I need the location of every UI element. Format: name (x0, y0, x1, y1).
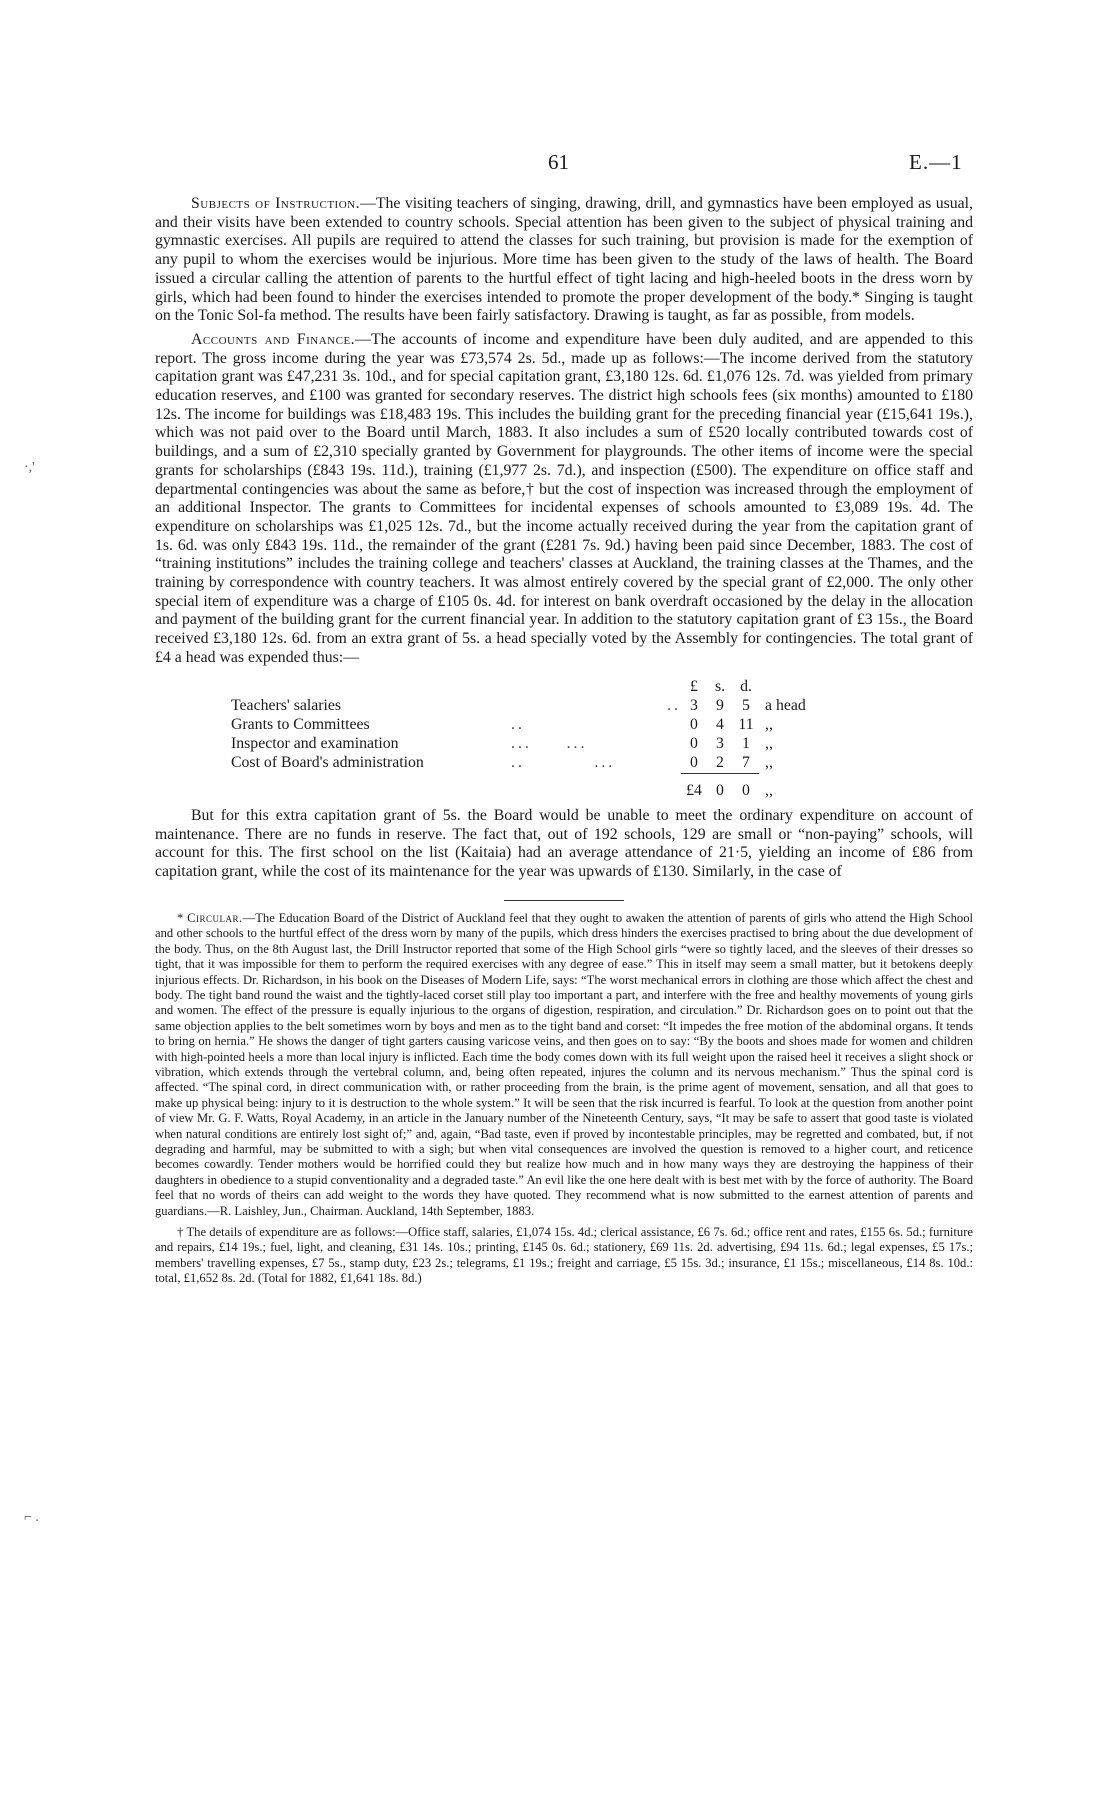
footnote-body: —The Education Board of the District of Auckland feel that they ought to awaken the attention of parents of girls who attend the High School and other schools to the hurtful effect of the dress worn by many of the pupils, which dress hinders the exercises practised to bring about the due development of the body. Thus, on the 8th August last, the Drill Instructor reported that some of the High School girls “were so tightly laced, and the sleeves of their dresses so tight, that it was impossible for them to perform the required exercises with any degree of ease.” This in itself may seem a small matter, but it betokens deeply injurious effects. Dr. Richardson, in his book on the Diseases of Modern Life, says: “The worst mechanical errors in clothing are those which affect the chest and body. The tight band round the waist and the tightly-laced corset still play too important a part, and interfere with the free and healthy movements of young girls and women. The effect of the pressure is equally injurious to the organs of digestion, respiration, and circulation.” Dr. Richardson goes on to point out that the same objection applies to the belt sometimes worn by boys and men as to the tight band and corset: “It impedes the free motion of the abdominal organs. It tends to bring on hernia.” He shows the danger of tight garters causing varicose veins, and then goes on to say: “By the boots and shoes made for women and children with high-pointed heels a more than local injury is inflicted. Each time the body comes down with its full weight upon the raised heel it receives a slight shock or vibration, which extends through the vertebral column, and, being often repeated, injures the column and its nervous mechanism.” Thus the spinal cord is affected. “The spinal cord, in direct communication with, or rather proceeding from the brain, is the prime agent of movement, sensation, and all that goes to make up physical being: injury to it is destruction to the whole system.” It will be seen that the risk incurred is fearful. To look at the question from another point of view Mr. G. F. Watts, Royal Academy, in an article in the January number of the Nineteenth Century, says, “It may be safe to assert that good taste is violated when natural conditions are entirely lost sight of;” and, again, “Bad taste, even if proved by incontestable principles, may be regretted and combated, but, if not degrading and harmful, may be submitted to with a sigh; but when vital consequences are involved the question is removed to a higher court, and reticence becomes cowardly. Tender mothers would be horrified could they but realize how much and in how many ways they are destroying the happiness of their daughters in obedience to a stupid conventionality and a degraded taste.” An evil like the one here dealt with is best met with by the force of authority. The Board feel that no words of theirs can add weight to the words they have quoted. They recommend what is now submitted to the earnest attention of parents and guardians.—R. Laishley, Jun., Chairman. Auckland, 14th September, 1883. (155, 910, 973, 1218)
footnote-divider (504, 900, 624, 901)
column-header: d. (740, 677, 752, 695)
unit-cell: a head (765, 696, 806, 714)
document-reference: E.—1 (909, 150, 963, 174)
section-heading: Accounts and Finance. (191, 330, 356, 348)
pence-cell: 11 (738, 715, 754, 733)
paragraph-body: —The accounts of income and expenditure have been duly audited, and are appended to this report. The gross income during the year was £73,574 2s. 5d., made up as follows:—The income derived from the statutory capitation grant was £47,231 3s. 10d., and for special capitation grant, £3,180 12s. 6d. £1,076 12s. 7d. was yielded from primary education reserves, and £100 was granted for secondary reserves. The district high schools fees (six months) amounted to £180 12s. The income for buildings was £18,483 19s. This includes the building grant for the preceding financial year (£15,641 19s.), which was not paid over to the Board until March, 1883. It also includes a sum of £520 locally contributed towards cost of buildings, and a sum of £2,310 specially granted by Government for playgrounds. The other items of income were the special grants for scholarships (£843 19s. 11d.), training (£1,977 2s. 7d.), and inspection (£500). The expenditure on office staff and departmental contingencies was about the same as before,† but the cost of inspection was increased through the employment of an additional Inspector. The grants to Committees for incidental expenses of schools amounted to £3,089 19s. 4d. The expenditure on scholarships was £1,025 12s. 7d., but the income actually received during the year from the capitation grant of 1s. 6d. was only £843 19s. 11d., the remainder of the grant (£281 7s. 9d.) having been paid since December, 1883. The cost of “training institutions” includes the training college and teachers' classes at Auckland, the training classes at the Thames, and the training by correspondence with country teachers. It was almost entirely covered by the special grant of £2,000. The only other special item of expenditure was a charge of £105 0s. 4d. for interest on bank overdraft occasioned by the delay in the allocation and payment of the building grant for the current financial year. In addition to the statutory capitation grant of £3 15s., the Board received £3,180 12s. 6d. from an extra grant of 5s. a head specially voted by the Assembly for contingencies. The total grant of £4 a head was expended thus:— (155, 330, 973, 666)
row-label: Teachers' salaries (231, 696, 342, 714)
paragraph-subjects-of-instruction (155, 195, 973, 326)
dot-leader: .. (667, 696, 681, 714)
shillings-cell: 9 (716, 696, 724, 714)
footnote-circular: * Circular.—The Education Board of the District of Auckland feel that they ought to awaken the attention of parents of girls who attend the High School and other schools to the hurtful effect of the dress worn by many of the pupils, which dress hinders the exercises practised to bring about the due development of the body. Thus, on the 8th August last, the Drill Instructor reported that some of the High School girls “were so tightly laced, and the sleeves of their dresses so tight, that it was impossible for them to perform the required exercises with any degree of ease.” This in itself may seem a small matter, but it betokens deeply injurious effects. Dr. Richardson, in his book on the Diseases of Modern Life, says: “The worst mechanical errors in clothing are those which affect the chest and body. The tight band round the waist and the tightly-laced corset still play too important a part, and interfere with the free and healthy movements of young girls and women. The effect of the pressure is equally injurious to the organs of digestion, respiration, and circulation.” Dr. Richardson goes on to point out that the same objection applies to the belt sometimes worn by boys and men as to the tight band and corset: “It impedes the free motion of the abdominal organs. It tends to bring on hernia.” He shows the danger of tight garters causing varicose veins, and then goes on to say: “By the boots and shoes made for women and children with high-pointed heels a more than local injury is inflicted. Each time the body comes down with its full weight upon the raised heel it receives a slight shock or vibration, which extends through the vertebral column, and, being often repeated, injures the column and its nervous mechanism.” Thus the spinal cord is affected. “The spinal cord, in direct communication with, or rather proceeding from the brain, is the prime agent of movement, sensation, and all that goes to make up physical being: injury to it is destruction to the whole system.” It will be seen that the risk incurred is fearful. To look at the question from another point of view Mr. G. F. Watts, Royal Academy, in an article in the January number of the Nineteenth Century, says, “It may be safe to assert that good taste is violated when natural conditions are entirely lost sight of;” and, again, “Bad taste, even if proved by incontestable principles, may be regretted and combated, but, if not degrading and harmful, may be submitted to with a sigh; but when vital consequences are involved the question is removed to a higher court, and reticence becomes cowardly. Tender mothers would be horrified could they but realize how much and in how many ways they are destroying the happiness of their daughters in obedience to a stupid conventionality and a degraded taste.” An evil like the one here dealt with is best met with by the force of authority. The Board feel that no words of theirs can add weight to the words they have quoted. They recommend what is now submitted to the earnest attention of parents and guardians.—R. Laishley, Jun., Chairman. Auckland, 14th September, 1883. (155, 910, 973, 1218)
row-label: Cost of Board's administration (231, 754, 424, 772)
footnotes (155, 911, 973, 1287)
pounds-cell: 0 (690, 734, 698, 752)
total-shillings: 0 (707, 773, 733, 801)
shillings-cell: 3 (716, 734, 724, 752)
pence-cell: 1 (742, 734, 750, 752)
page-header (0, 150, 1114, 180)
page-number: 61 (548, 150, 569, 174)
shillings-cell: 2 (716, 753, 724, 771)
table-row (231, 735, 825, 754)
table-row (231, 697, 825, 716)
unit-cell: ,, (765, 782, 773, 800)
margin-mark: ·,' (24, 460, 35, 475)
pounds-cell: 0 (690, 715, 698, 733)
table-total-row (231, 773, 825, 801)
total-pounds: £4 (681, 773, 707, 801)
main-text (155, 195, 973, 1293)
table-header-row (231, 678, 825, 697)
dot-leader: .. (511, 715, 525, 733)
total-pence: 0 (733, 773, 759, 801)
unit-cell: ,, (765, 754, 773, 772)
column-header: s. (714, 677, 726, 695)
paragraph-accounts-and-finance (155, 331, 973, 668)
row-label: Inspector and examination (231, 734, 399, 752)
section-heading: Subjects of Instruction. (191, 195, 361, 212)
margin-mark: ⌐ . (24, 1510, 39, 1525)
footnote-expenditure-details: † The details of expenditure are as follows:—Office staff, salaries, £1,074 15s. 4d.; clerical assistance, £6 7s. 6d.; office rent and rates, £155 6s. 5d.; furniture and repairs, £14 19s.; fuel, light, and cleaning, £31 14s. 10s.; printing, £145 0s. 6d.; stationery, £69 11s. 2d. advertising, £94 11s. 6d.; legal expenses, £5 17s.; members' travelling expenses, £7 5s., stamp duty, £23 2s.; telegrams, £1 19s.; freight and carriage, £5 15s. 3d.; insurance, £1 15s.; miscellaneous, £14 8s. 10d.: total, £1,652 8s. 2d. (Total for 1882, £1,641 18s. 8d.) (155, 1225, 973, 1286)
paragraph-closing: But for this extra capitation grant of 5s. the Board would be unable to meet the ordinary expenditure on account of maintenance. There are no funds in reserve. The fact that, out of 192 schools, 129 are small or “non-paying” schools, will account for this. The first school on the list (Kaitaia) had an average attendance of 21·5, yielding an income of £86 from capitation grant, while the cost of its maintenance for the year was upwards of £130. Similarly, in the case of (155, 807, 973, 881)
dot-leader: .. ... (511, 754, 616, 772)
table-row (231, 754, 825, 774)
pounds-cell: 3 (690, 696, 698, 714)
shillings-cell: 4 (716, 715, 724, 733)
unit-cell: ,, (765, 734, 773, 752)
table-row (231, 716, 825, 735)
pounds-cell: 0 (690, 753, 698, 771)
pence-cell: 7 (742, 753, 750, 771)
paragraph-body: —The visiting teachers of singing, drawing, drill, and gymnastics have been employed as usual, and their visits have been extended to country schools. Special attention has been given to the subject of physical training and gymnastic exercises. All pupils are required to attend the classes for such training, but provision is made for the exemption of any pupil to whom the exercises would be injurious. More time has been given to the study of the laws of health. The Board issued a circular calling the attention of parents to the hurtful effect of tight lacing and high-heeled boots in the dress worn by girls, which had been found to hinder the exercises intended to promote the proper development of the body.* Singing is taught on the Tonic Sol-fa method. The results have been fairly satisfactory. Drawing is taught, as far as possible, from models. (155, 195, 973, 325)
dot-leader: ... ... (511, 734, 588, 752)
footnote-heading: Circular. (187, 910, 243, 925)
row-label: Grants to Committees (231, 715, 370, 733)
unit-cell: ,, (765, 715, 773, 733)
pence-cell: 5 (742, 696, 750, 714)
column-header: £ (690, 677, 698, 695)
grant-expenditure-table (231, 678, 825, 802)
